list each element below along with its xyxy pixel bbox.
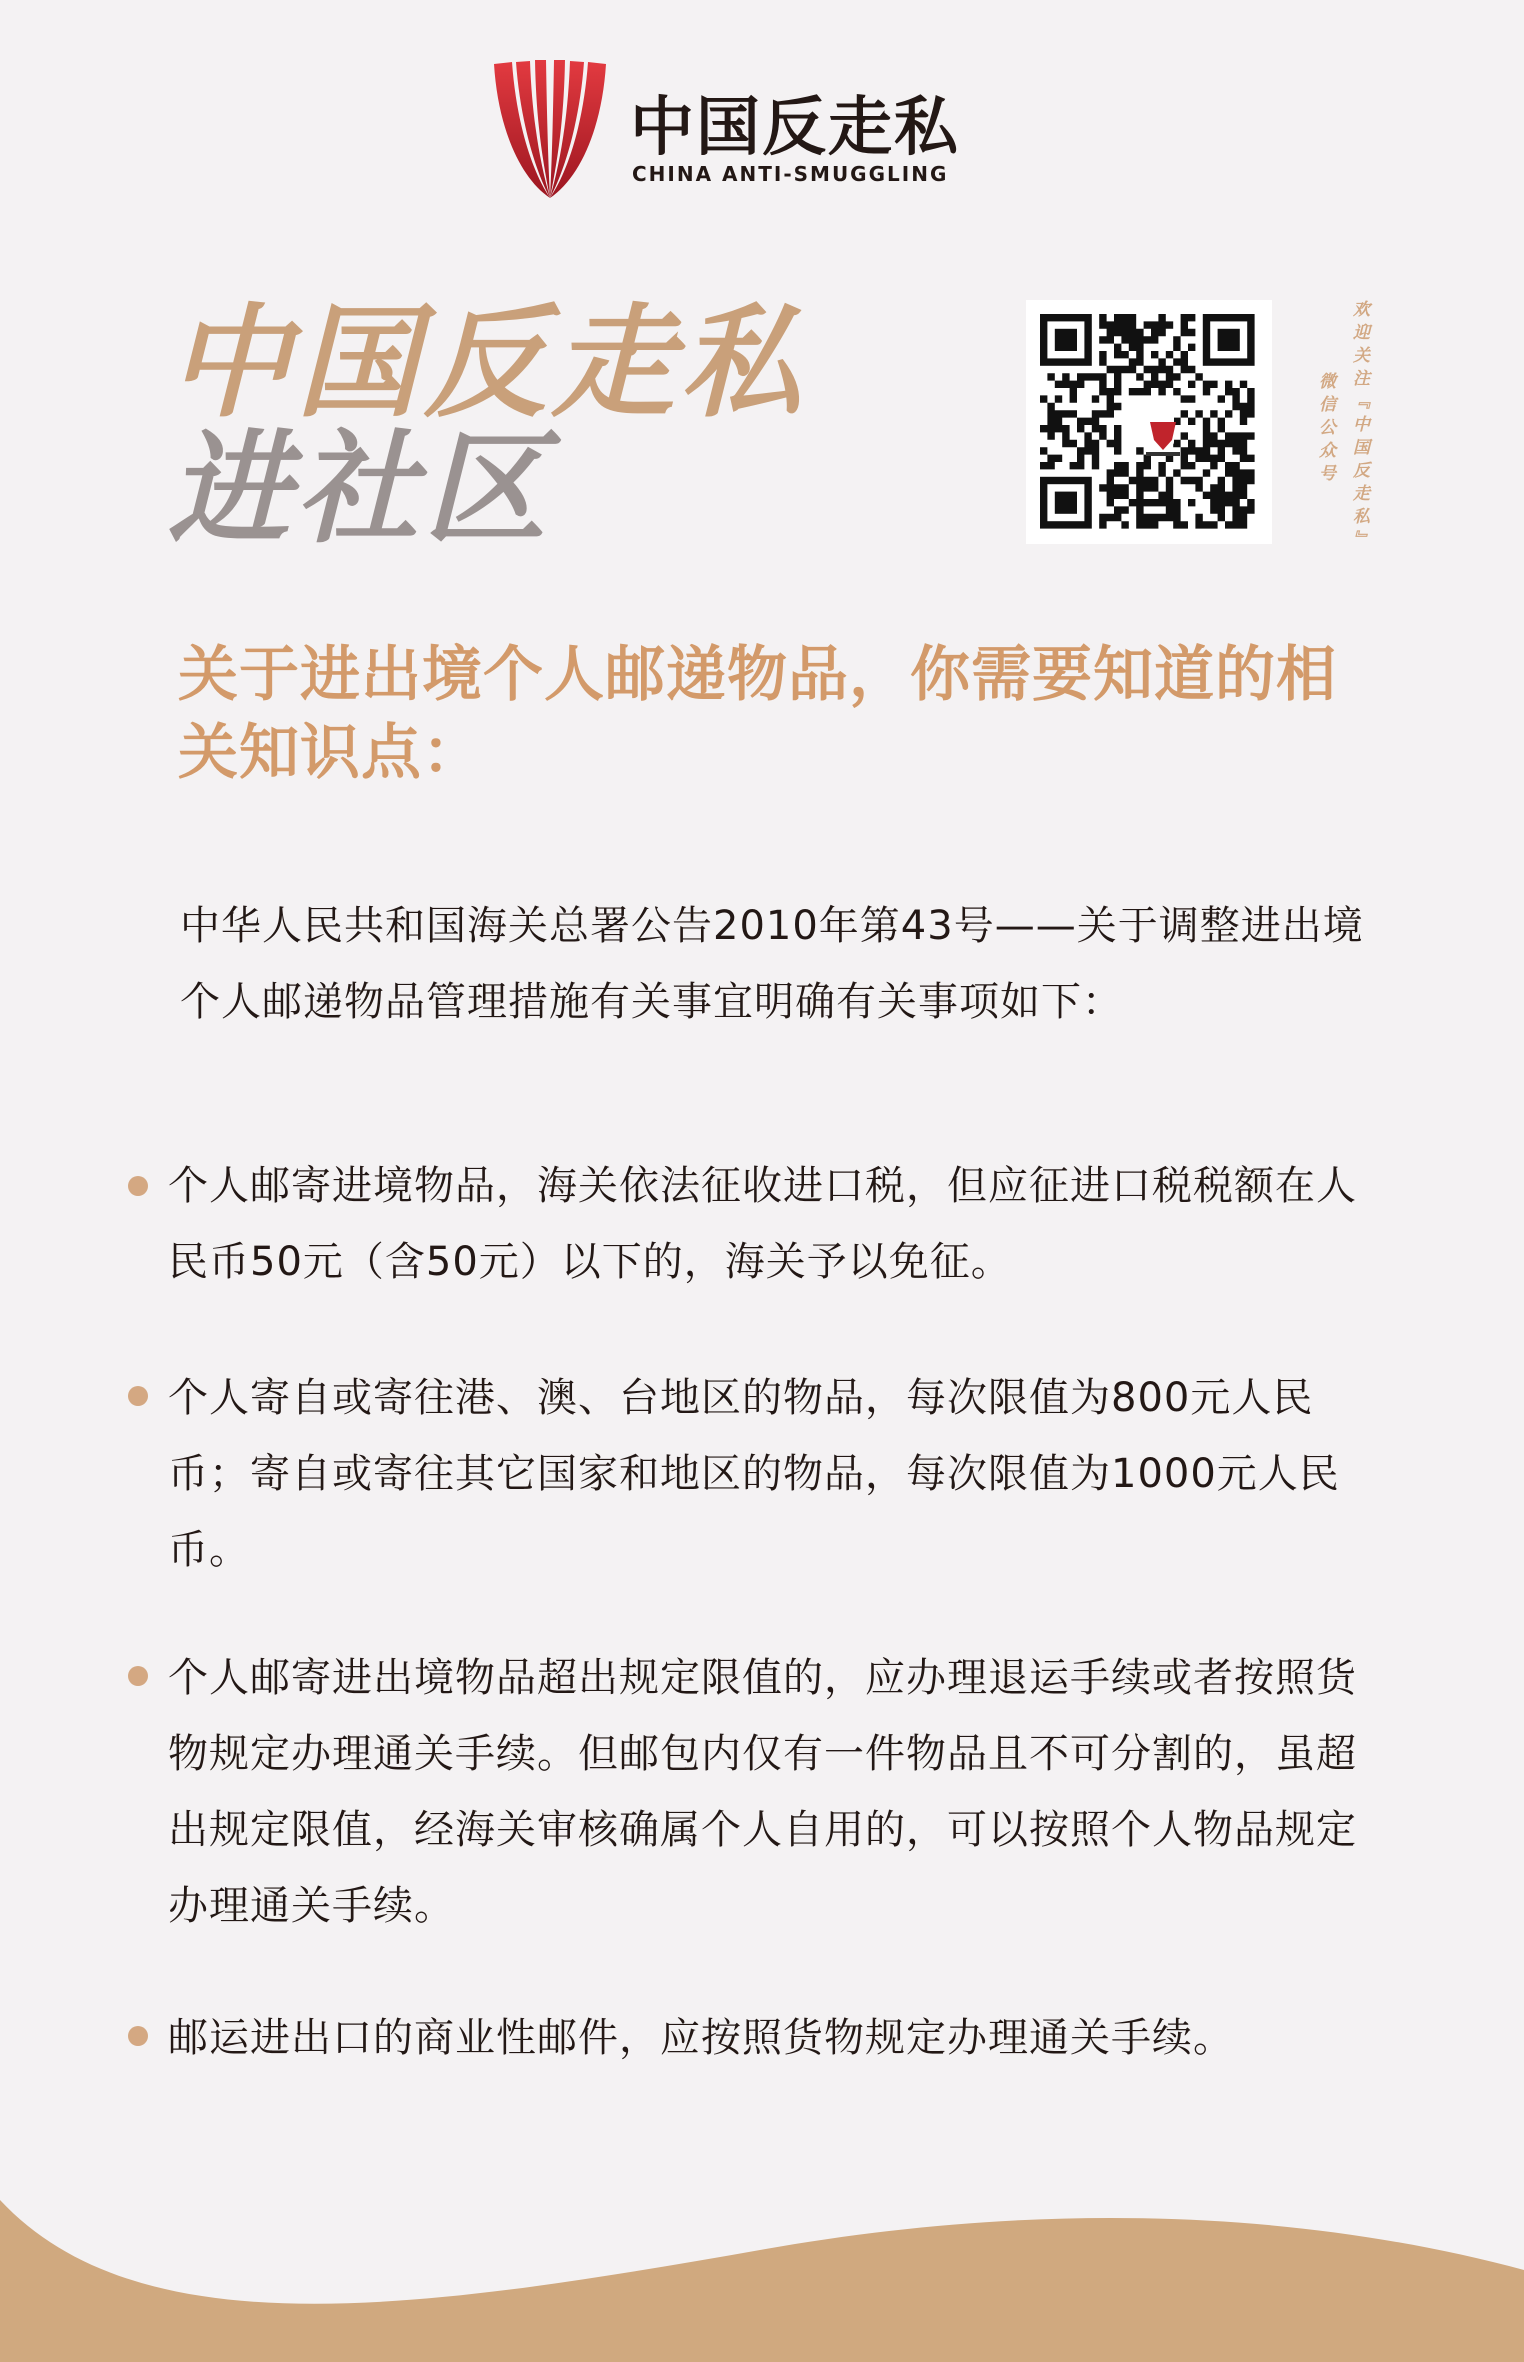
list-item: 个人邮寄进出境物品超出规定限值的，应办理退运手续或者按照货物规定办理通关手续。但邮包内仅有一件物品且不可分割的，虽超出规定限值，经海关审核确属个人自用的，可以按照个人物品规定办理通关手续。 bbox=[168, 1655, 1357, 1929]
list-item: 个人邮寄进境物品，海关依法征收进口税，但应征进口税税额在人民币50元（含50元）以下的，海关予以免征。 bbox=[168, 1163, 1357, 1285]
bullet-dot-icon bbox=[128, 1386, 148, 1406]
section-heading: 关于进出境个人邮递物品，你需要知道的相关知识点： bbox=[178, 640, 1337, 788]
wechat-qr-code bbox=[1026, 300, 1272, 544]
bullet-dot-icon bbox=[128, 1176, 148, 1196]
bullet-dot-icon bbox=[128, 1666, 148, 1686]
shield-logo-icon bbox=[490, 58, 610, 203]
main-title-line2: 进社区 bbox=[168, 418, 552, 560]
logo-english-name: CHINA ANTI-SMUGGLING bbox=[632, 162, 949, 186]
follow-text-account: 微信公众号 bbox=[1315, 372, 1335, 487]
brand-logo bbox=[490, 58, 1010, 208]
qr-center-logo-icon bbox=[1124, 396, 1174, 446]
bullet-dot-icon bbox=[128, 2026, 148, 2046]
logo-chinese-name: 中国反走私 bbox=[630, 91, 960, 165]
main-title-line1: 中国反走私 bbox=[168, 292, 808, 434]
list-item: 邮运进出口的商业性邮件，应按照货物规定办理通关手续。 bbox=[168, 2015, 1234, 2061]
bottom-wave-decoration bbox=[0, 2180, 1524, 2362]
intro-paragraph: 中华人民共和国海关总署公告2010年第43号——关于调整进出境个人邮递物品管理措施有关事宜明确有关事项如下： bbox=[180, 903, 1364, 1025]
follow-text: 欢迎关注『中国反走私』 bbox=[1349, 300, 1369, 553]
list-item: 个人寄自或寄往港、澳、台地区的物品，每次限值为800元人民币；寄自或寄往其它国家和地区的物品，每次限值为1000元人民币。 bbox=[168, 1375, 1340, 1573]
